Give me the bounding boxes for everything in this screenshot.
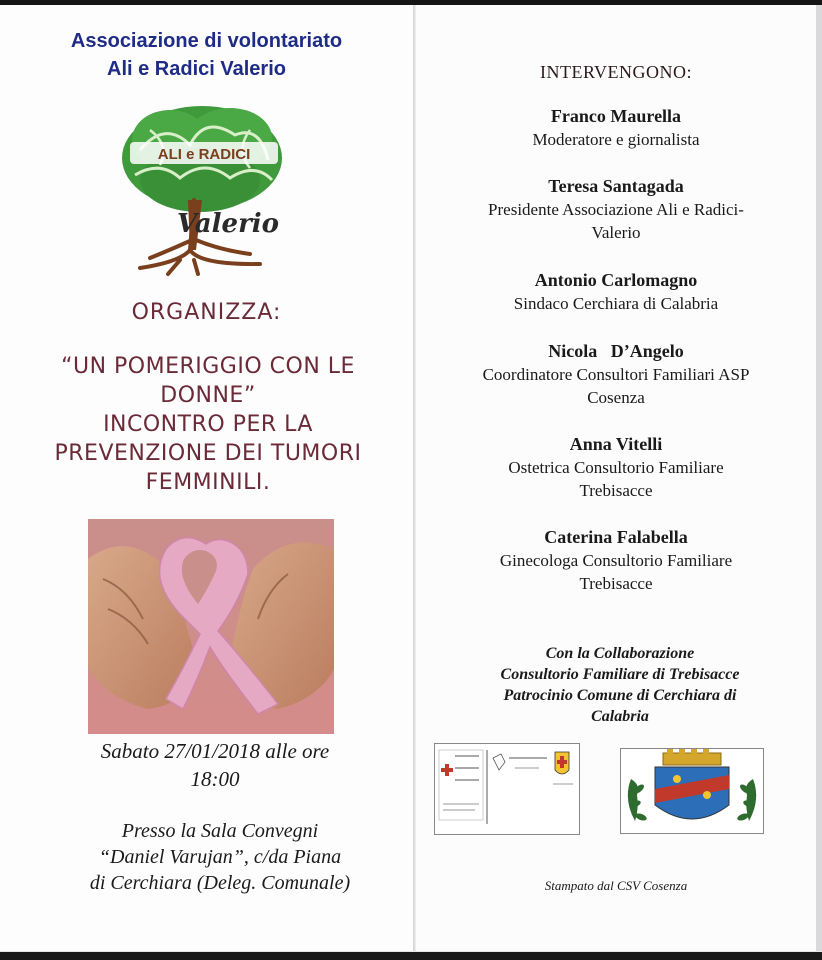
time-line: 18:00: [190, 767, 240, 791]
event-title-line: PREVENZIONE DEI TUMORI: [54, 441, 362, 466]
printed-by: Stampato dal CSV Cosenza: [544, 878, 688, 893]
speakers-heading: INTERVENGONO:: [539, 62, 693, 82]
speaker-item: [416, 433, 816, 502]
event-title-line: “UN POMERIGGIO CON LE: [61, 354, 355, 379]
speaker-name: Franco Maurella: [550, 106, 682, 126]
event-title-line: FEMMINILI.: [145, 470, 271, 495]
asp-logo-graphic: [435, 744, 579, 834]
speaker-item: [416, 105, 816, 151]
comune-cerchiara-logo: [620, 748, 764, 834]
event-title-line: DONNE”: [160, 383, 256, 408]
speaker-role: Moderatore e giornalista: [532, 130, 700, 149]
association-name: Ali e Radici Valerio: [107, 58, 286, 80]
collaboration-line: Patrocinio Comune di Cerchiara di: [503, 687, 737, 704]
speaker-role: Coordinatore Consultori Familiari ASP: [482, 365, 750, 384]
pink-ribbon-photo: [88, 519, 334, 734]
speaker-item: [416, 269, 816, 315]
speaker-item: [416, 340, 816, 409]
event-venue: [40, 818, 400, 896]
venue-line: di Cerchiara (Deleg. Comunale): [89, 872, 351, 894]
collaboration-line: Consultorio Familiare di Trebisacce: [500, 666, 740, 683]
speaker-item: [416, 175, 816, 244]
speaker-name: Caterina Falabella: [544, 527, 688, 547]
asp-cosenza-logo: [434, 743, 580, 835]
venue-line: Presso la Sala Convegni: [121, 820, 319, 842]
speaker-role: Sindaco Cerchiara di Calabria: [513, 294, 719, 313]
venue-line: “Daniel Varujan”, c/da Piana: [98, 846, 342, 868]
collaboration-line: Calabria: [591, 708, 649, 725]
event-date: [40, 737, 390, 793]
right-rim: [816, 5, 822, 951]
event-title: [28, 352, 388, 497]
tree-logo: [110, 100, 290, 282]
speaker-name: Anna Vitelli: [569, 434, 663, 454]
speaker-role: Trebisacce: [579, 481, 653, 500]
speaker-role: Ginecologa Consultorio Familiare: [499, 551, 733, 570]
logo-script: Valerio: [177, 209, 279, 239]
bottom-edge: [0, 952, 822, 960]
speaker-role: Valerio: [591, 223, 641, 242]
speaker-role: Cosenza: [587, 388, 645, 407]
speaker-role: Ostetrica Consultorio Familiare: [508, 458, 724, 477]
speaker-name: Antonio Carlomagno: [534, 270, 698, 290]
organizza-label: ORGANIZZA:: [131, 300, 282, 325]
collaboration-line: Con la Collaborazione: [545, 645, 695, 662]
event-title-line: INCONTRO PER LA: [103, 412, 313, 437]
speaker-role: Trebisacce: [579, 574, 653, 593]
collaboration-block: [420, 643, 820, 727]
association-title: Associazione di volontariato: [70, 30, 343, 52]
coat-of-arms-icon: [621, 749, 763, 833]
speaker-role: Presidente Associazione Ali e Radici-: [488, 200, 744, 219]
date-line: Sabato 27/01/2018 alle ore: [100, 739, 330, 763]
logo-text: ALI e RADICI: [157, 146, 251, 163]
speaker-name: Nicola D’Angelo: [548, 341, 684, 361]
speaker-item: [416, 526, 816, 595]
speaker-name: Teresa Santagada: [548, 176, 684, 196]
